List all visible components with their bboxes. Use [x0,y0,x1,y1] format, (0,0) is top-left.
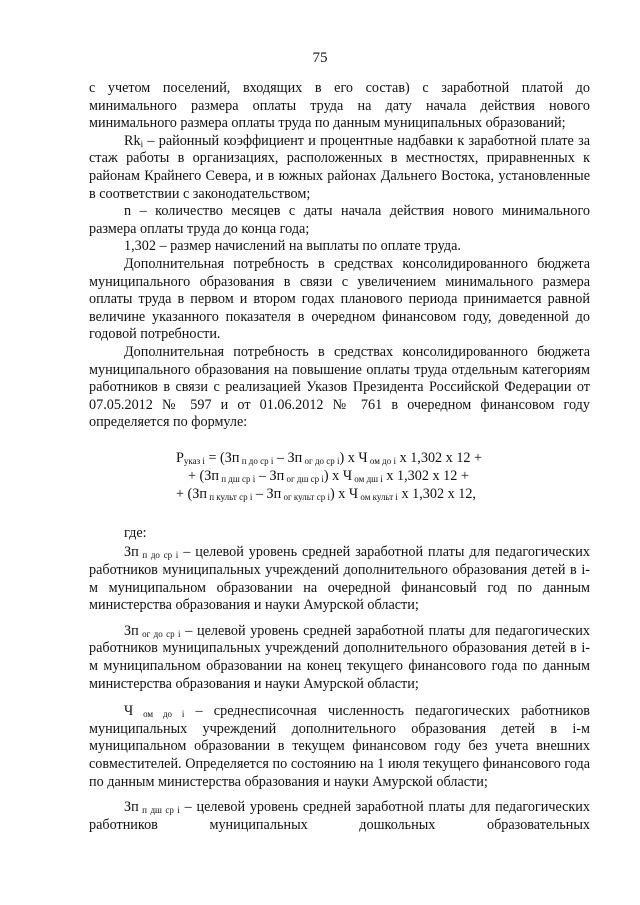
formula-term: – Зп [273,449,303,466]
rk-definition-text: – районный коэффициент и процентные надбавки к заработной плате за стаж работы в организациях, расположенных в местностях, приравненных к районам Крайнего Севера, и в южных районах Дальнего Востока, установленные в соответствии с законодательством; [89,132,590,202]
paragraph-1302-definition: 1,302 – размер начислений на выплаты по оплате труда. [124,238,461,255]
paragraph-n-definition: n – количество месяцев с даты начала действия нового минимального размера оплаты труда до конца года; [89,203,590,237]
paragraph-rk-definition [89,133,590,203]
formula-term: x 1,302 x 12 + [396,449,483,466]
page-number: 75 [312,50,328,66]
definition-symbol: Зп [124,544,139,561]
formula-subscript: ом культ i [358,491,398,502]
formula-term: ) x Ч [323,467,353,484]
definition-symbol: Зп [124,799,139,816]
formula-subscript: ом дш i [352,473,383,484]
rk-subscript: i [140,138,144,149]
definition-subscript: п до ср i [138,550,179,561]
formula-term: + (Зп [176,485,207,502]
definition-zp-og-do [89,623,590,693]
formula-block [89,449,590,503]
definition-ch-om-do [89,703,590,791]
formula-line-1 [89,449,590,467]
definition-text: – целевой уровень средней заработной платы для педагогических работников муниципальных дошкольных образовательных [89,799,590,833]
definition-text: – целевой уровень средней заработной платы для педагогических работников муниципальных учреждений дополнительного образования детей в i-м муниципальном образовании на очередной финансовый год по данным министерства образования и науки Амурской области; [89,544,590,614]
formula-term: P [176,449,184,466]
definition-zp-p-do [89,544,590,614]
paragraph-continuation: с учетом поселений, входящих в его состав) с заработной платой до минимального размера оплаты труда на дату начала действия нового минимального размера оплаты труда по данным муниципальных образований; [89,80,590,132]
formula-subscript: ог до ср i [302,455,340,466]
document-body [89,80,590,834]
formula-subscript: п дш ср i [218,473,256,484]
formula-line-3 [89,485,590,503]
formula-term: – Зп [252,485,282,502]
definition-text: – среднесписочная численность педагогических работников муниципальных учреждений дополнительного образования детей в i-м муниципальном образовании в текущем финансовом году без учета внешних совместителей. Определяется по состоянию на 1 июля текущего финансового года по данным министерства образования и науки Амурской области; [89,703,590,790]
formula-term: + (Зп [188,467,219,484]
where-label: где: [124,524,147,541]
formula-subscript: ог дш ср i [284,473,324,484]
formula-subscript: п до ср i [239,455,274,466]
definition-text: – целевой уровень средней заработной платы для педагогических работников муниципальных учреждений дополнительного образования детей в i-м муниципальном образовании на конец текущего финансового года по данным министерства образования и науки Амурской области; [89,622,590,692]
formula-term: x 1,302 x 12, [397,485,476,502]
formula-term: x 1,302 x 12 + [382,467,469,484]
formula-subscript: указ i [183,455,205,466]
paragraph-formula-intro: Дополнительная потребность в средствах консолидированного бюджета муниципального образования на повышение оплаты труда отдельным категориям работников в связи с реализацией Указов Президента Российской Федерации от 07.05.2012 № 597 и от 01.06.2012 № 761 в очередном финансовом году определяется по формуле: [89,343,590,431]
definition-symbol: Зп [124,622,139,639]
paragraph-planning-period: Дополнительная потребность в средствах консолидированного бюджета муниципального образования в связи с увеличением минимального размера оплаты труда в первом и втором годах планового периода принимается равной величине указанного показателя в очередном финансовом году, доведенной до годовой потребности. [89,255,590,343]
formula-term: ) x Ч [329,485,359,502]
formula-term: – Зп [255,467,285,484]
definition-subscript: ог до ср i [138,628,181,639]
formula-subscript: ом до i [367,455,397,466]
formula-subscript: ог культ ср i [281,491,330,502]
formula-line-2 [89,467,590,485]
formula-term: = (Зп [204,449,240,466]
rk-symbol: Rk [124,132,141,149]
definition-zp-p-dsh [89,799,590,834]
definition-subscript: ом до i [133,709,185,720]
formula-term: ) x Ч [339,449,368,466]
definition-symbol: Ч [124,703,134,720]
definition-subscript: п дш ср i [138,805,180,816]
formula-subscript: п культ ср i [206,491,253,502]
